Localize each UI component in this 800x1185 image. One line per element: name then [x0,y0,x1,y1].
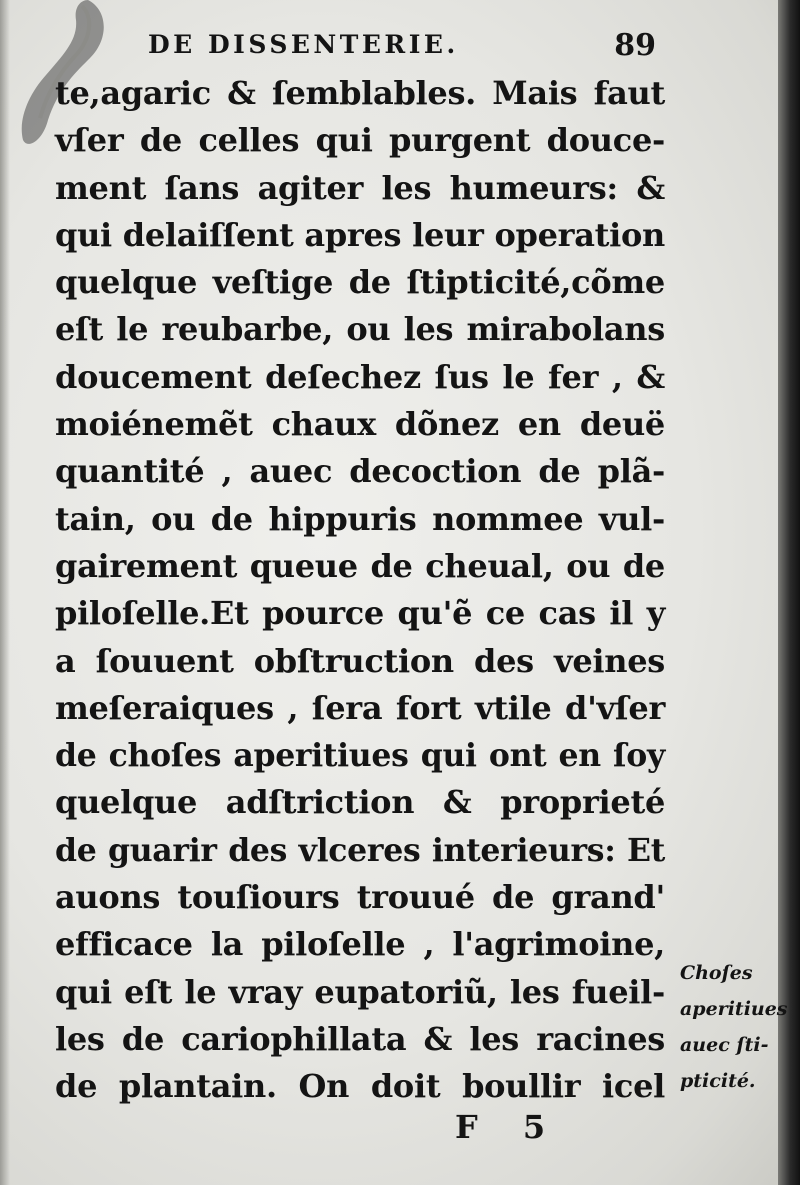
text-line: quelque adſtriction & proprieté [55,783,665,822]
text-line: de plantain. On doit boullir icel [55,1067,665,1106]
margin-note-line: Choſes [680,962,753,984]
text-line: de guarir des vlceres interieurs: Et [55,831,665,869]
text-line: quantité , auec decoction de plã- [55,452,665,491]
text-line: de choſes aperitiues qui ont en ſoy [55,737,665,775]
text-line: qui eſt le vray eupatoriũ, les fueil- [55,972,665,1011]
text-line: auons touſiours trouué de grand' [55,878,665,917]
margin-note-line: aperitiues [680,998,788,1020]
text-line: ment ſans agiter les humeurs: & [55,168,665,207]
text-line: piloſelle.Et pource qu'ẽ ce cas il y [55,594,665,633]
body-text [55,70,665,1111]
text-line: te,agaric & ſemblables. Mais faut [55,74,665,112]
margin-note-line: auec ſti- [680,1034,769,1056]
text-line: qui delaiſſent apres leur operation [55,215,665,254]
text-line: vſer de celles qui purgent douce- [55,121,665,160]
text-line: quelque veſtige de ſtipticité,cõme [55,263,665,302]
page-number: 89 [614,28,656,63]
text-line: a ſouuent obſtruction des veines [55,641,665,680]
margin-note [680,955,800,1099]
binding-shadow [0,0,10,1185]
text-line: doucement deſechez ſus le fer , & [55,357,665,396]
text-line: efficace la piloſelle , l'agrimoine, [55,925,665,964]
text-line: meſeraiques , ſera fort vtile d'vſer [55,688,665,727]
text-line: moiénemẽt chaux dõnez en deuë [55,405,665,444]
text-line: eſt le reubarbe, ou les mirabolans [55,310,665,349]
text-line: tain, ou de hippuris nommee vul- [55,499,665,538]
text-line: gairement queue de cheual, ou de [55,546,665,585]
running-head: DE DISSENTERIE. [148,30,459,59]
text-line: les de cariophillata & les racines [55,1019,665,1058]
margin-note-line: pticité. [680,1070,756,1092]
signature-mark: F 5 [455,1108,546,1146]
page-header [148,28,668,68]
